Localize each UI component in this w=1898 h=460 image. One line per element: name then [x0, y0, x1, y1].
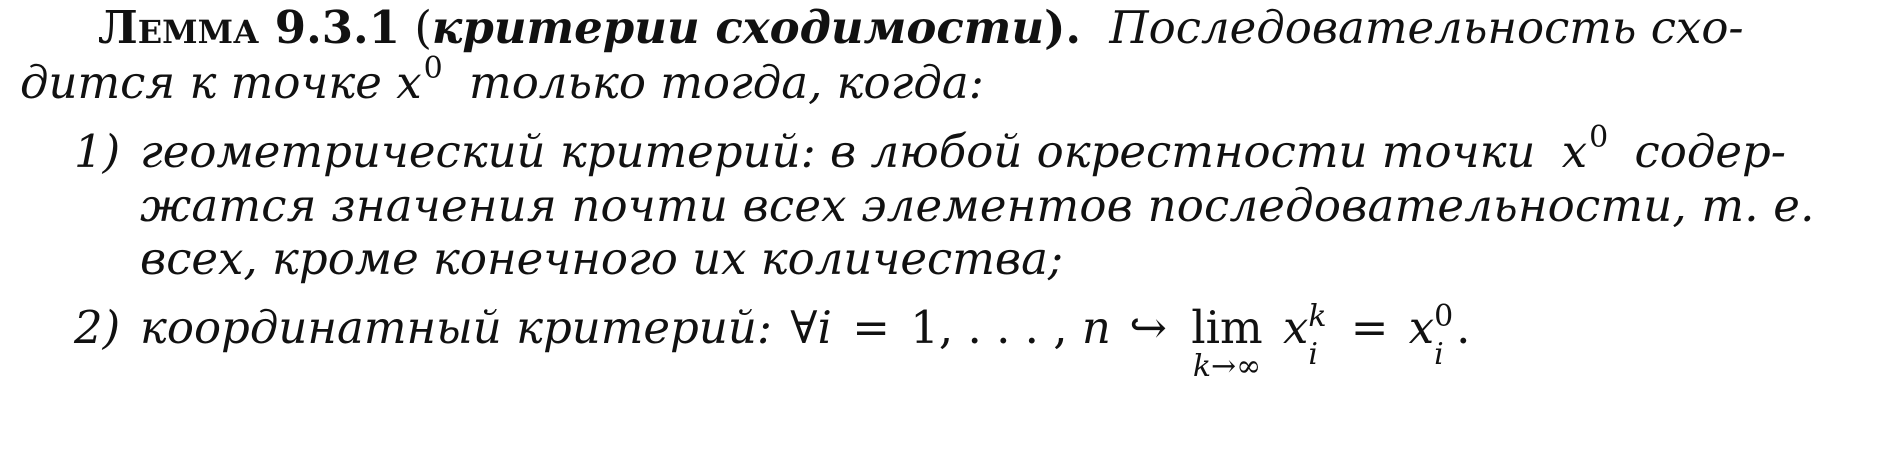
item-2-end-period: . [1456, 301, 1471, 354]
item-2-sup-zero: 0 [1434, 299, 1454, 334]
item-1-number: 1) [74, 125, 121, 178]
item-1-line-1 [140, 120, 1786, 186]
item-1-line1-text: геометрический критерий: в любой окрестности точки [140, 125, 1536, 178]
item-2-sup-k: k [1308, 299, 1327, 334]
item-2-lim-word: lim [1191, 301, 1263, 354]
item-2-var-n: n [1081, 301, 1111, 354]
lemma-line-2 [20, 51, 984, 117]
item-2-arrow: ↪ [1129, 301, 1167, 354]
lemma-statement-line2-prefix: дится к точке [20, 56, 382, 109]
item-1-line-2: жатся значения почти всех элементов последовательности, т. е. [140, 179, 1815, 232]
item-2-x-indices-right [1434, 299, 1456, 372]
item-2-var-x-left: x [1283, 301, 1309, 354]
lemma-title: Лемма 9.3.1 [98, 1, 401, 54]
lemma-paren-close: ). [1044, 1, 1082, 54]
item-2-sub-i-left: i [1308, 337, 1319, 372]
item-2-limit [1191, 300, 1263, 384]
lemma-var-x: x [396, 56, 422, 109]
item-2-lim-subscript: k→∞ [1192, 349, 1262, 384]
item-2-forall-symbol: ∀ [790, 301, 818, 354]
item-2-text: координатный критерий: [140, 301, 772, 354]
item-1-var-x: x [1561, 125, 1588, 178]
lemma-statement-line1: Последовательность схо- [1109, 1, 1744, 54]
item-2-var-i: i [817, 301, 832, 354]
item-2-x-indices-left [1308, 299, 1330, 372]
item-2-line [140, 299, 1471, 384]
item-1-line-3: всех, кроме конечного их количества; [140, 232, 1064, 285]
lemma-sup-zero: 0 [423, 51, 443, 86]
lemma-line-1 [98, 0, 1871, 56]
item-2-equals-2: = [1350, 301, 1389, 354]
item-2-number: 2) [74, 301, 121, 354]
lemma-paren-open: ( [414, 1, 432, 54]
item-2-sub-i-right: i [1434, 337, 1444, 372]
item-2-range: 1, . . . , [910, 301, 1068, 354]
item-1-sup-zero: 0 [1589, 120, 1609, 155]
lemma-name: критерии сходимости [431, 1, 1045, 54]
item-2-var-x-right: x [1408, 301, 1435, 354]
item-2-equals: = [852, 301, 890, 354]
item-1-line1-end: содер- [1634, 125, 1786, 178]
lemma-statement-line2-suffix: только тогда, когда: [469, 56, 984, 109]
